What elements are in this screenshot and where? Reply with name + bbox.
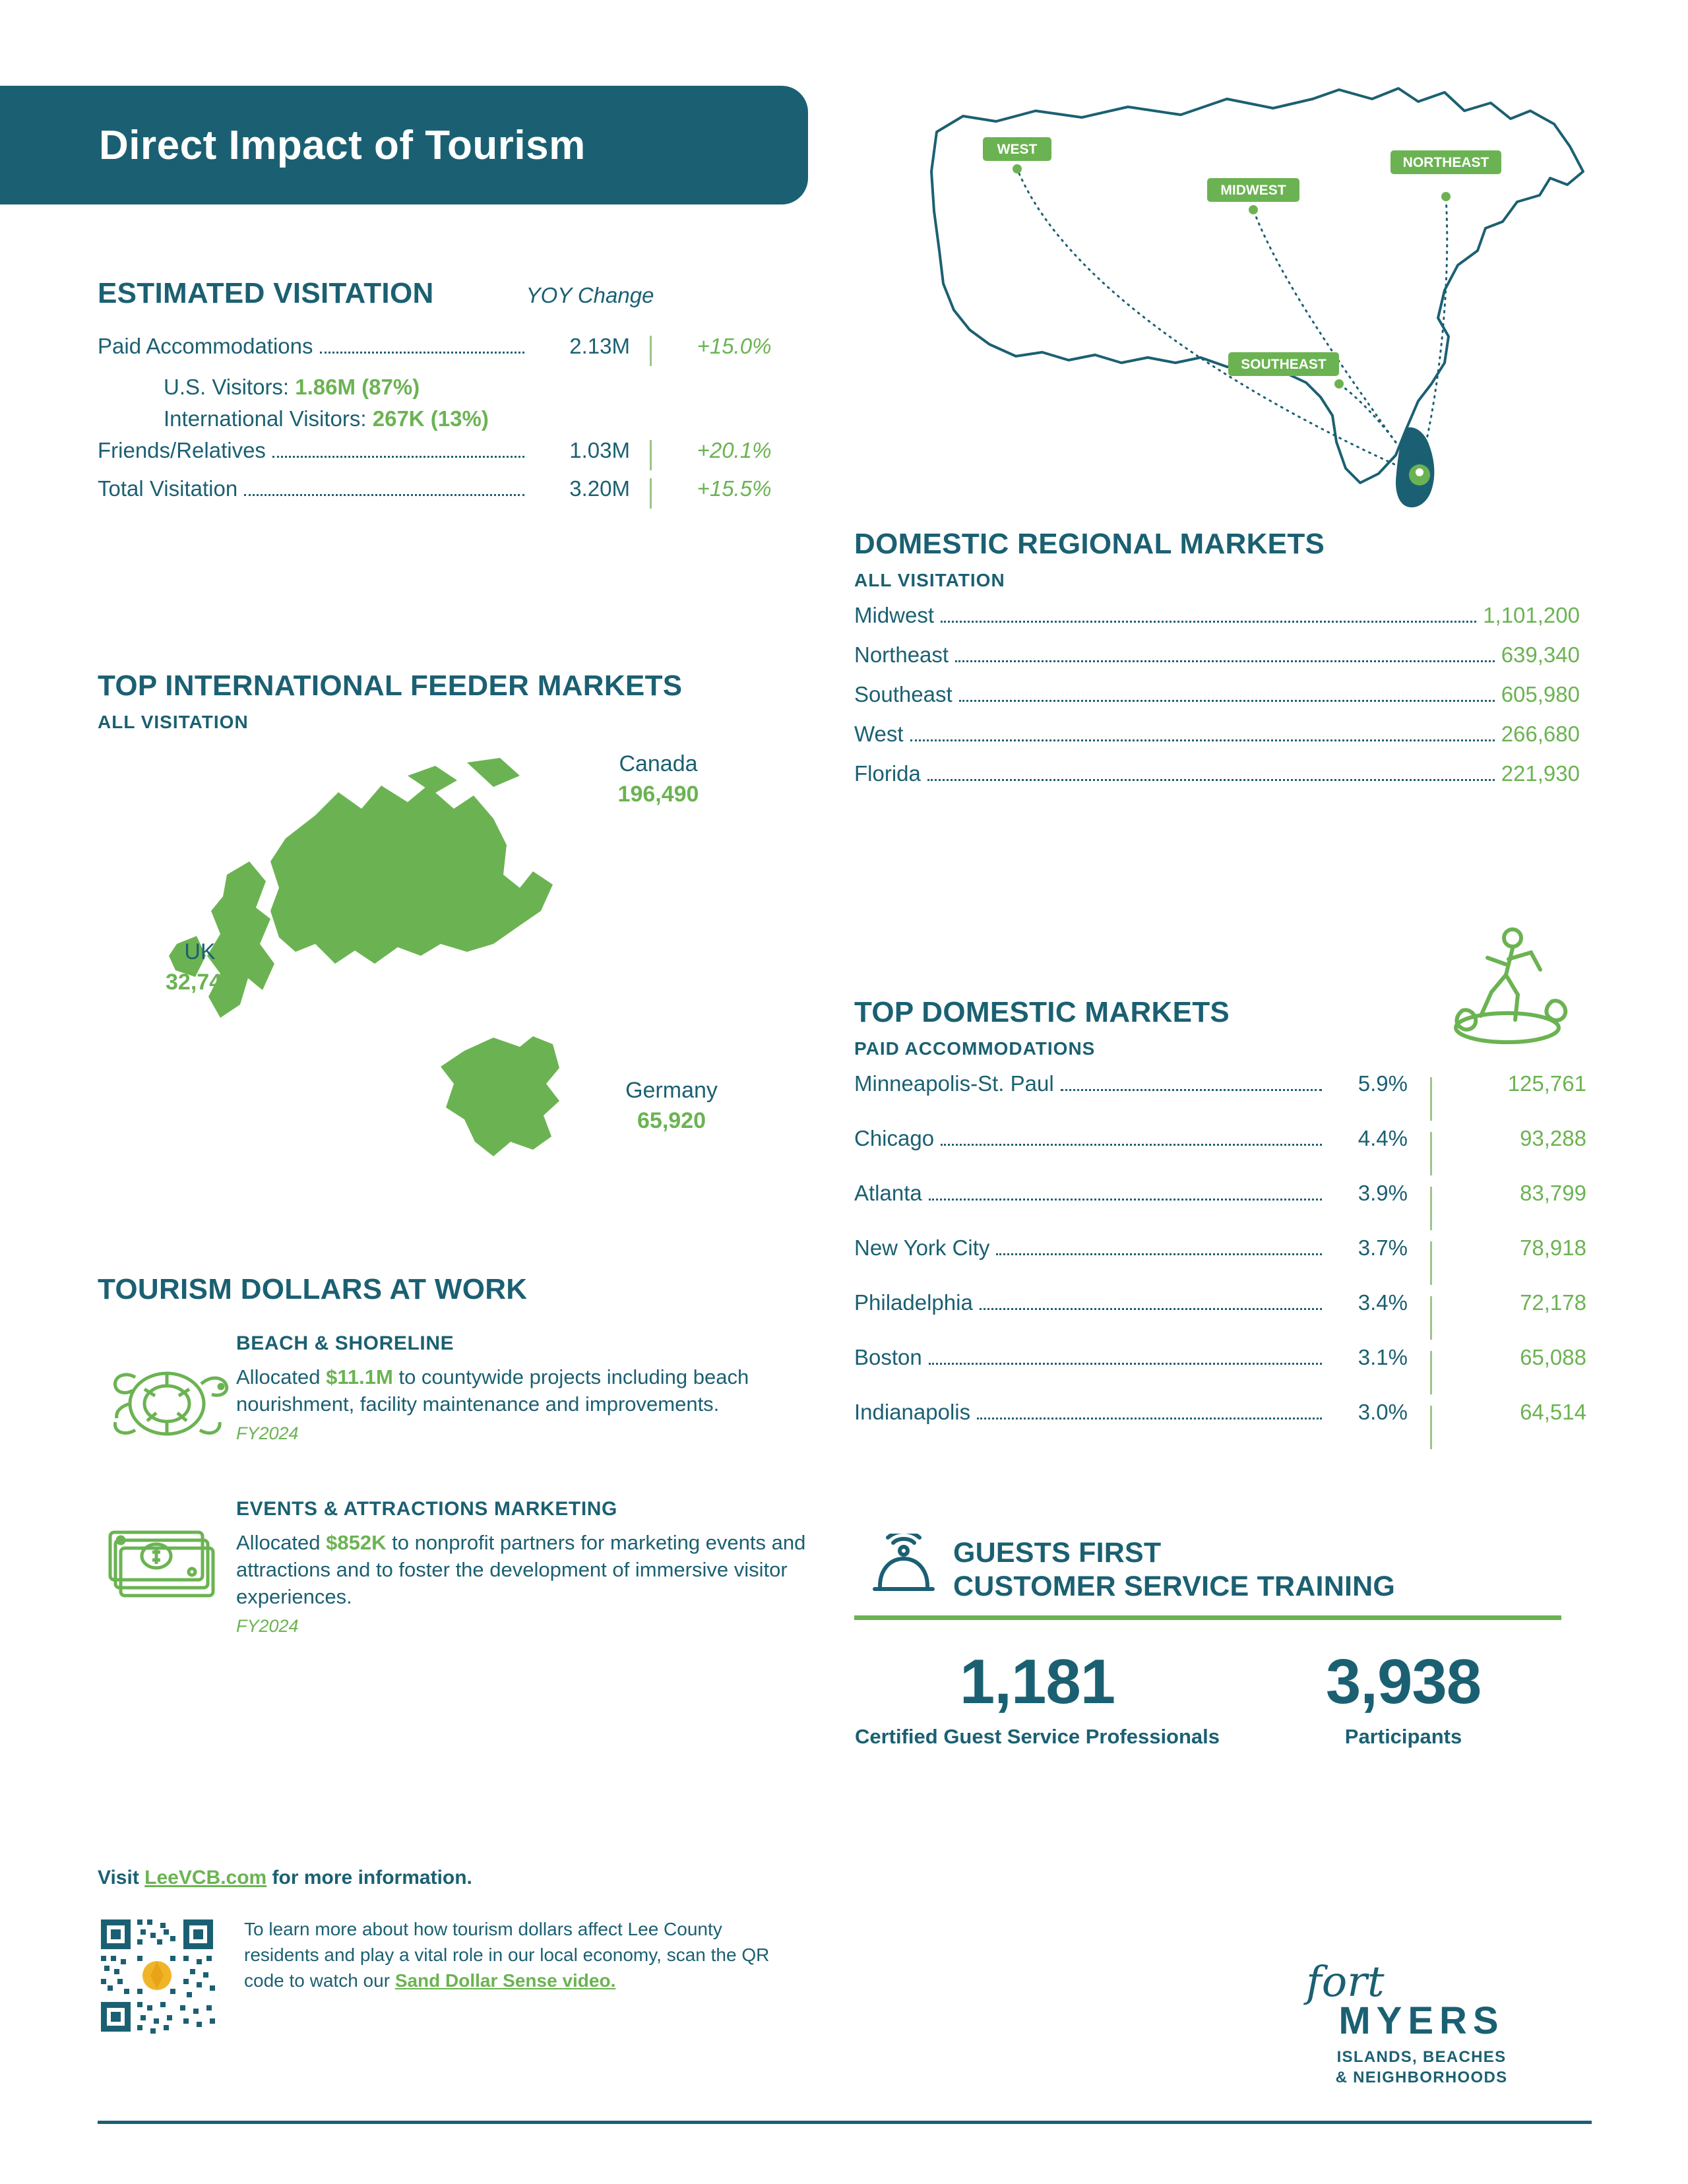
dot-leader — [910, 739, 1495, 741]
table-row — [854, 1235, 1586, 1290]
qr-description: To learn more about how tourism dollars affect Lee County residents and play a vital role in our local economy, scan the QR code to watch our Sand Dollar Sense video. — [244, 1919, 770, 1991]
dot-leader — [927, 779, 1495, 781]
visit-line: Visit LeeVCB.com for more information. — [98, 1867, 472, 1888]
list-item — [854, 761, 1580, 801]
market-pct: 3.4% — [1358, 1290, 1408, 1315]
divider — [1430, 1132, 1432, 1175]
canada-label: Canada 196,490 — [617, 751, 699, 807]
market-pct: 3.9% — [1358, 1181, 1408, 1205]
international-heading: TOP INTERNATIONAL FEEDER MARKETS — [98, 670, 683, 702]
market-count: 78,918 — [1520, 1235, 1586, 1260]
market-count: 72,178 — [1520, 1290, 1586, 1315]
top-domestic-list — [854, 1071, 1586, 1454]
domestic-regional-heading: DOMESTIC REGIONAL MARKETS — [854, 528, 1325, 560]
table-row — [854, 1290, 1586, 1345]
dot-leader — [941, 1144, 1322, 1146]
tourism-item-title: EVENTS & ATTRACTIONS MARKETING — [236, 1498, 617, 1520]
us-visitors-row — [164, 375, 797, 400]
row-value: 1.03M — [569, 438, 630, 462]
service-bell-icon — [854, 1534, 953, 1606]
market-pct: 3.0% — [1358, 1400, 1408, 1424]
tourism-dollars-body — [236, 1498, 836, 1637]
sand-dollar-video-link[interactable]: Sand Dollar Sense video. — [394, 1970, 616, 1991]
international-subheading: ALL VISITATION — [98, 712, 249, 732]
market-name: Minneapolis-St. Paul — [854, 1071, 1054, 1096]
dot-leader — [1061, 1089, 1322, 1091]
divider — [1430, 1077, 1432, 1121]
divider — [1430, 1351, 1432, 1394]
guests-first-title: GUESTS FIRST CUSTOMER SERVICE TRAINING — [953, 1537, 1395, 1602]
tourism-dollars-heading: TOURISM DOLLARS AT WORK — [98, 1273, 528, 1305]
region-name: Southeast — [854, 682, 953, 706]
divider — [1430, 1187, 1432, 1230]
region-value: 266,680 — [1501, 722, 1580, 746]
turtle-icon — [98, 1332, 236, 1462]
market-pct: 3.7% — [1358, 1235, 1408, 1260]
stat-block — [854, 1646, 1220, 1750]
region-value: 605,980 — [1501, 682, 1580, 706]
divider — [650, 440, 652, 470]
dot-leader — [996, 1253, 1322, 1255]
row-yoy: +15.0% — [697, 334, 772, 358]
divider — [1430, 1241, 1432, 1285]
region-value: 639,340 — [1501, 642, 1580, 667]
row-label: Friends/Relatives — [98, 438, 266, 462]
list-item — [854, 642, 1580, 682]
region-name: Midwest — [854, 603, 935, 627]
qr-code-icon[interactable] — [98, 1916, 216, 2035]
us-map — [917, 73, 1610, 508]
region-value: 221,930 — [1501, 761, 1580, 786]
dot-leader — [244, 494, 524, 496]
international-visitors-value: 267K (13%) — [372, 406, 489, 431]
international-feeder-markets-section — [98, 670, 836, 1168]
row-yoy: +20.1% — [697, 438, 772, 462]
table-row — [854, 1126, 1586, 1181]
market-name: New York City — [854, 1235, 990, 1260]
row-value: 3.20M — [569, 476, 630, 501]
table-row — [98, 438, 797, 472]
dot-leader — [955, 660, 1495, 662]
domestic-regional-subheading: ALL VISITATION — [854, 570, 1005, 590]
region-name: West — [854, 722, 904, 746]
table-row — [854, 1400, 1586, 1454]
guests-first-stats — [854, 1646, 1586, 1750]
region-name: Florida — [854, 761, 921, 786]
header-banner — [0, 86, 808, 204]
international-visitors-label: International Visitors: — [164, 406, 367, 431]
us-visitors-value: 1.86M (87%) — [295, 375, 420, 399]
yoy-change-label: YOY Change — [526, 283, 654, 307]
domestic-regional-list — [854, 603, 1580, 801]
walker-icon — [1435, 923, 1580, 1052]
top-domestic-heading: TOP DOMESTIC MARKETS — [854, 996, 1230, 1028]
divider — [1430, 1406, 1432, 1449]
market-pct: 3.1% — [1358, 1345, 1408, 1369]
market-count: 93,288 — [1520, 1126, 1586, 1150]
row-yoy: +15.5% — [697, 476, 772, 501]
market-count: 125,761 — [1507, 1071, 1586, 1096]
guests-first-section — [854, 1534, 1586, 1750]
divider — [650, 336, 652, 366]
international-map — [98, 746, 836, 1168]
region-name: Northeast — [854, 642, 949, 667]
dot-leader — [980, 1308, 1322, 1310]
stat-block — [1220, 1646, 1586, 1750]
germany-label: Germany 65,920 — [625, 1078, 718, 1133]
table-row — [98, 476, 797, 511]
uk-label: UK 32,740 — [166, 939, 234, 995]
tourism-item-title: BEACH & SHORELINE — [236, 1332, 454, 1354]
logo-subtitle: ISLANDS, BEACHES & NEIGHBORHOODS — [1335, 2047, 1508, 2086]
svg-text:SOUTHEAST: SOUTHEAST — [1241, 357, 1327, 372]
table-row — [854, 1345, 1586, 1400]
list-item — [854, 722, 1580, 761]
top-domestic-markets-section — [854, 996, 1586, 1454]
page-title: Direct Impact of Tourism — [99, 122, 586, 168]
row-value: 2.13M — [569, 334, 630, 358]
table-row — [854, 1181, 1586, 1235]
market-name: Chicago — [854, 1126, 935, 1150]
row-label: Total Visitation — [98, 476, 238, 501]
tourism-item-text: Allocated $852K to nonprofit partners for marketing events and attractions and to foster the development of immersive visitor experiences. — [236, 1531, 806, 1608]
international-visitors-row — [164, 406, 797, 431]
svg-text:MIDWEST: MIDWEST — [1220, 183, 1286, 198]
dot-leader — [272, 456, 524, 458]
market-count: 65,088 — [1520, 1345, 1586, 1369]
tourism-dollars-item — [98, 1332, 836, 1462]
list-item — [854, 603, 1580, 642]
svg-text:NORTHEAST: NORTHEAST — [1402, 155, 1489, 170]
dot-leader — [941, 621, 1476, 623]
divider — [854, 1615, 1561, 1620]
estimated-visitation-heading: ESTIMATED VISITATION — [98, 277, 434, 309]
dot-leader — [959, 700, 1495, 702]
us-visitors-label: U.S. Visitors: — [164, 375, 290, 399]
guests-first-header — [854, 1534, 1586, 1606]
market-name: Atlanta — [854, 1181, 922, 1205]
tourism-item-fy: FY2024 — [236, 1615, 299, 1636]
qr-block — [98, 1916, 797, 2035]
dot-leader — [929, 1363, 1322, 1365]
divider — [650, 478, 652, 509]
tourism-item-fy: FY2024 — [236, 1423, 299, 1443]
fort-myers-logo — [1280, 1958, 1563, 2088]
logo-fort-text: fort — [1306, 1958, 1385, 2007]
top-domestic-subheading: PAID ACCOMMODATIONS — [854, 1038, 1096, 1059]
tourism-dollars-body — [236, 1332, 836, 1462]
tourism-dollars-section — [98, 1273, 836, 1637]
tourism-dollars-item — [98, 1498, 836, 1637]
market-pct: 5.9% — [1358, 1071, 1408, 1096]
stat-number: 1,181 — [959, 1646, 1115, 1717]
market-count: 64,514 — [1520, 1400, 1586, 1424]
logo-myers-text: MYERS — [1338, 1999, 1505, 2042]
stat-number: 3,938 — [1325, 1646, 1482, 1717]
tourism-item-text: Allocated $11.1M to countywide projects including beach nourishment, facility maintenance and improvements. — [236, 1365, 749, 1416]
list-item — [854, 682, 1580, 722]
domestic-regional-markets-section — [854, 528, 1580, 801]
estimated-visitation-section — [98, 277, 817, 515]
market-pct: 4.4% — [1358, 1126, 1408, 1150]
table-row — [854, 1071, 1586, 1126]
divider — [1430, 1296, 1432, 1340]
market-name: Indianapolis — [854, 1400, 971, 1424]
dot-leader — [929, 1199, 1322, 1201]
table-row — [98, 334, 797, 368]
market-name: Boston — [854, 1345, 922, 1369]
row-label: Paid Accommodations — [98, 334, 313, 358]
money-icon — [98, 1498, 236, 1637]
dot-leader — [977, 1418, 1322, 1420]
region-value: 1,101,200 — [1483, 603, 1580, 627]
svg-text:WEST: WEST — [997, 142, 1038, 157]
stat-caption: Certified Guest Service Professionals — [854, 1725, 1220, 1748]
leevcb-link[interactable]: LeeVCB.com — [144, 1867, 267, 1888]
market-name: Philadelphia — [854, 1290, 973, 1315]
footer-divider — [98, 2121, 1592, 2124]
stat-caption: Participants — [1344, 1725, 1462, 1748]
estimated-visitation-table — [98, 334, 797, 511]
dot-leader — [320, 352, 524, 354]
market-count: 83,799 — [1520, 1181, 1586, 1205]
